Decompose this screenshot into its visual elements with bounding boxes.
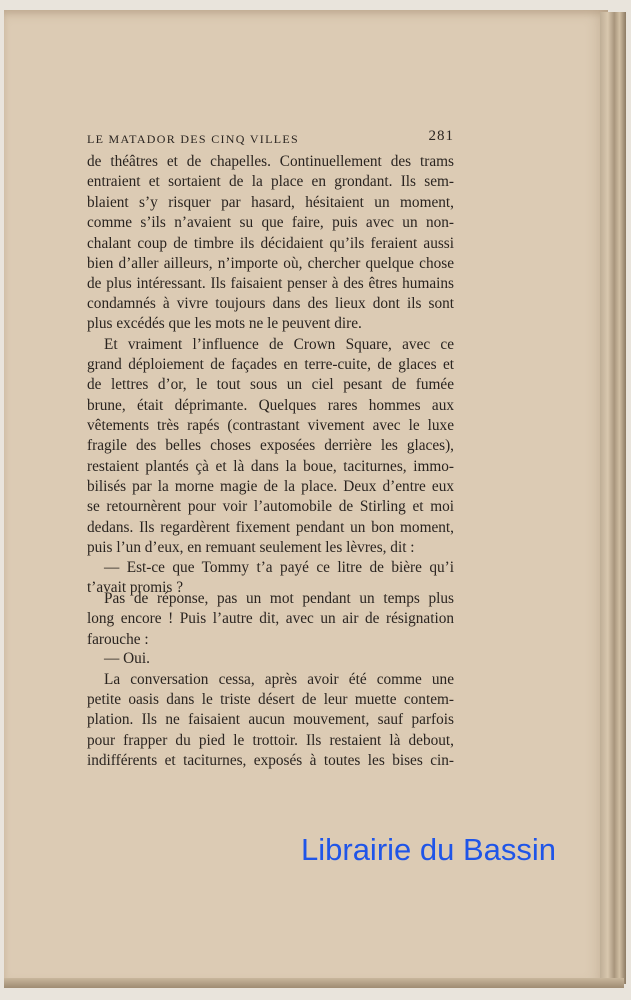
text-line: long encore ! Puis l’autre dit, avec un air de résignation [87, 610, 454, 627]
text-line: farouche : [87, 631, 149, 648]
text-line: — Oui. [104, 650, 150, 667]
text-line: de plus intéressant. Ils faisaient penser à des êtres humains [87, 275, 454, 292]
text-line: dedans. Ils regardèrent fixement pendant un bon moment, [87, 519, 454, 536]
running-title: LE MATADOR DES CINQ VILLES [87, 132, 299, 146]
watermark: Librairie du Bassin [301, 832, 557, 867]
text-line: entraient et sortaient de la place en grondant. Ils sem- [87, 173, 454, 190]
text-line: t’avait promis ? [87, 579, 184, 596]
text-line: fragile des belles choses exposées derrière les glaces), [87, 437, 454, 454]
text-line: de théâtres et de chapelles. Continuellement des trams [87, 153, 454, 170]
text-line: pour frapper du pied le trottoir. Ils restaient là debout, [87, 732, 454, 749]
text-line: plus excédés que les mots ne le peuvent dire. [87, 315, 362, 332]
text-line: indifférents et taciturnes, exposés à toutes les bises cin- [87, 752, 454, 769]
page-number: 281 [428, 128, 454, 144]
text-line: bilisés par la morne magie de la place. Deux d’entre eux [87, 478, 454, 495]
text-line: — Est-ce que Tommy t’a payé ce litre de bière qu’i [104, 559, 454, 576]
text-line: Et vraiment l’influence de Crown Square, avec ce [104, 336, 454, 353]
text-line: se retournèrent pour voir l’automobile de Stirling et moi [87, 498, 454, 515]
text-line: petite oasis dans le triste désert de leur muette contem- [87, 691, 454, 708]
text-line: La conversation cessa, après avoir été comme une [104, 671, 454, 688]
text-line: comme s’ils n’avaient su que faire, puis avec un non- [87, 214, 454, 231]
text-line: Pas de réponse, pas un mot pendant un temps plus [104, 590, 454, 607]
page-edges [600, 12, 626, 984]
text-line: restaient plantés çà et là dans la boue, taciturnes, immo- [87, 458, 454, 475]
text-line: blaient s’y risquer par hasard, hésitaient un moment, [87, 194, 454, 211]
page-bottom-edge [4, 978, 624, 988]
running-header [87, 130, 454, 148]
text-line: plation. Ils ne faisaient aucun mouvement, sauf parfois [87, 711, 454, 728]
text-line: vêtements très rapés (contrastant vivement avec le luxe [87, 417, 454, 434]
text-line: grand déploiement de façades en terre-cuite, de glaces et [87, 356, 454, 373]
text-line: puis l’un d’eux, en remuant seulement les lèvres, dit : [87, 539, 415, 556]
text-line: chalant coup de timbre ils décidaient qu’ils feraient aussi [87, 235, 454, 252]
text-line: condamnés à vivre toujours dans des lieux dont ils sont [87, 295, 454, 312]
text-line: brune, était déprimante. Quelques rares hommes aux [87, 397, 454, 414]
text-line: de lettres d’or, le tout sous un ciel pesant de fumée [87, 376, 454, 393]
text-line: bien d’aller ailleurs, n’importe où, chercher quelque chose [87, 255, 454, 272]
